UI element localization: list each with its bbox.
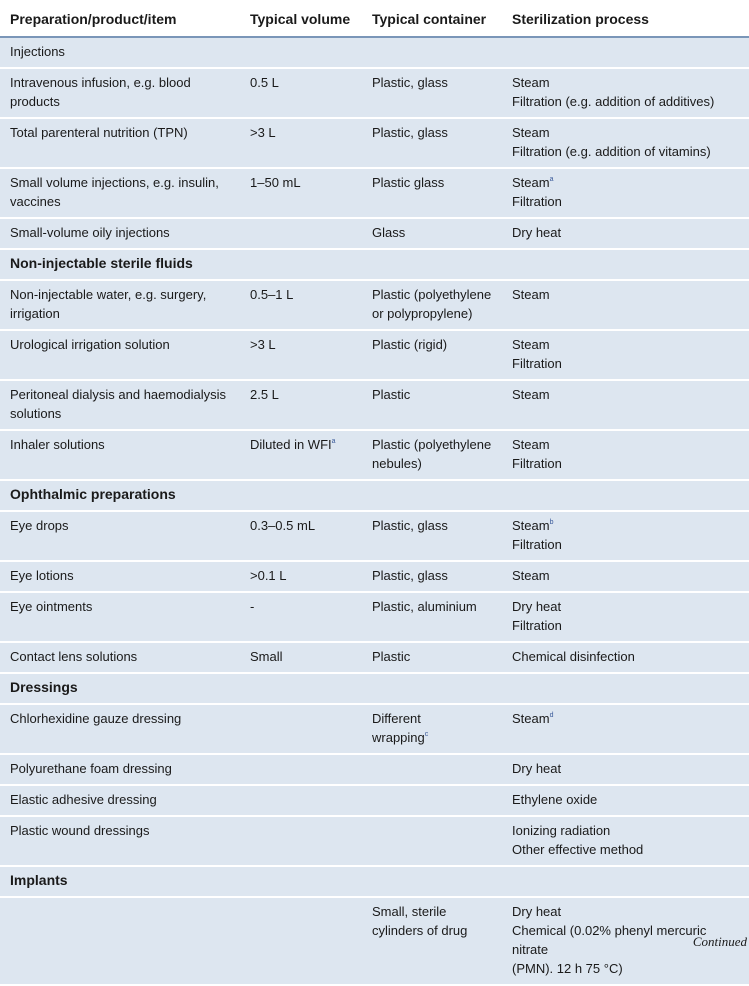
cell-line [372,647,496,666]
cell-text: Polyurethane foam dressing [10,761,172,776]
cell-line [10,404,234,423]
cell-volume [240,754,362,785]
cell-item [0,561,240,592]
cell-line [10,192,234,211]
cell-text: Elastic adhesive dressing [10,792,157,807]
cell-item [0,592,240,642]
cell-line [372,285,496,304]
cell-text: Filtration [512,618,562,633]
cell-line [250,597,356,616]
cell-line [512,790,743,809]
cell-line [10,73,234,92]
cell-item [0,218,240,249]
cell-container [362,785,502,816]
cell-item [0,380,240,430]
cell-line [512,516,743,535]
cell-line [10,647,234,666]
cell-item [0,704,240,754]
footnote-marker: d [549,712,554,719]
cell-container [362,380,502,430]
table-row [0,592,749,642]
cell-line [372,73,496,92]
cell-text: Other effective method [512,842,644,857]
cell-line [372,516,496,535]
cell-process [502,785,749,816]
cell-text: Contact lens solutions [10,649,138,664]
cell-item [0,430,240,480]
cell-line [10,335,234,354]
cell-text: Steam [512,287,550,302]
cell-text: Ionizing radiation [512,823,611,838]
cell-line [372,123,496,142]
header-container: Typical container [362,2,502,37]
cell-container [362,592,502,642]
footnote-marker: a [331,438,336,445]
cell-line [372,223,496,242]
cell-text: Ethylene oxide [512,792,598,807]
cell-volume [240,68,362,118]
table-row [0,118,749,168]
section-row [0,37,749,68]
cell-line [512,597,743,616]
cell-line [372,385,496,404]
table-row [0,430,749,480]
cell-container [362,816,502,866]
cell-line [372,435,496,454]
cell-line [10,821,234,840]
cell-process [502,816,749,866]
cell-process [502,430,749,480]
cell-volume [240,816,362,866]
cell-text: Dry heat [512,599,562,614]
cell-line [372,304,496,323]
table-row [0,330,749,380]
cell-process [502,592,749,642]
cell-line [10,516,234,535]
cell-line [512,959,743,978]
cell-volume [240,561,362,592]
cell-text: Filtration [512,456,562,471]
cell-line [512,840,743,859]
cell-text: Small volume injections, e.g. insulin, [10,175,219,190]
cell-line [512,192,743,211]
cell-text: Filtration [512,537,562,552]
cell-text: Plastic, aluminium [372,599,477,614]
cell-line [512,285,743,304]
cell-volume [240,118,362,168]
cell-text: Plastic [372,387,411,402]
cell-line [10,223,234,242]
cell-process [502,330,749,380]
cell-text: Filtration [512,194,562,209]
cell-volume [240,592,362,642]
cell-line [512,709,743,728]
cell-item [0,330,240,380]
cell-text: Plastic, glass [372,75,448,90]
cell-text: Small, sterile [372,904,447,919]
cell-volume [240,218,362,249]
cell-text: Steam [512,518,550,533]
cell-text: Different [372,711,421,726]
cell-line [10,285,234,304]
cell-container [362,330,502,380]
cell-container [362,280,502,330]
cell-volume [240,280,362,330]
cell-line [372,173,496,192]
cell-line [10,597,234,616]
table-row [0,218,749,249]
section-row [0,673,749,704]
table-row [0,642,749,673]
cell-text: Diluted in WFI [250,437,332,452]
cell-process [502,218,749,249]
cell-line [512,385,743,404]
cell-line [10,173,234,192]
cell-text: Plastic [372,649,411,664]
cell-item [0,118,240,168]
cell-volume [240,642,362,673]
cell-line [512,647,743,666]
cell-line [250,173,356,192]
table-body [0,37,749,985]
cell-text: 0.5 L [250,75,279,90]
cell-process [502,704,749,754]
cell-line [512,435,743,454]
cell-volume [240,511,362,561]
header-process: Sterilization process [502,2,749,37]
cell-line [512,821,743,840]
cell-container [362,704,502,754]
table-row [0,511,749,561]
cell-volume [240,330,362,380]
cell-line [372,597,496,616]
cell-text: Eye ointments [10,599,93,614]
cell-text: Inhaler solutions [10,437,105,452]
cell-container [362,561,502,592]
cell-line [372,454,496,473]
cell-text: Steam [512,387,550,402]
cell-line [512,73,743,92]
cell-text: Eye drops [10,518,69,533]
cell-line [10,385,234,404]
table-row [0,704,749,754]
cell-line [512,223,743,242]
cell-text: >3 L [250,337,276,352]
cell-process [502,68,749,118]
cell-container [362,897,502,985]
cell-text: 0.5–1 L [250,287,294,302]
cell-text: Small-volume oily injections [10,225,170,240]
section-row [0,866,749,897]
cell-line [512,354,743,373]
cell-text: vaccines [10,194,61,209]
cell-line [10,92,234,111]
cell-process [502,511,749,561]
cell-text: Steam [512,337,550,352]
cell-item [0,68,240,118]
cell-line [10,435,234,454]
cell-text: Steam [512,437,550,452]
cell-text: Steam [512,568,550,583]
section-row [0,480,749,511]
cell-item [0,897,240,985]
cell-container [362,754,502,785]
cell-process [502,168,749,218]
cell-text: Filtration (e.g. addition of vitamins) [512,144,711,159]
cell-volume [240,704,362,754]
cell-item [0,642,240,673]
cell-text: Eye lotions [10,568,74,583]
cell-line [512,535,743,554]
cell-volume [240,430,362,480]
cell-text: nebules) [372,456,422,471]
cell-text: Plastic (polyethylene [372,287,492,302]
cell-text: Dry heat [512,904,562,919]
cell-text: Plastic, glass [372,125,448,140]
cell-text: >3 L [250,125,276,140]
section-label: Non-injectable sterile fluids [0,249,749,280]
cell-text: Intravenous infusion, e.g. blood [10,75,191,90]
cell-container [362,168,502,218]
cell-item [0,754,240,785]
cell-line [372,335,496,354]
section-label: Ophthalmic preparations [0,480,749,511]
cell-text: Glass [372,225,406,240]
cell-line [512,902,743,921]
cell-text: (PMN). 12 h 75 °C) [512,961,623,976]
section-label: Dressings [0,673,749,704]
cell-line [250,385,356,404]
table-row [0,380,749,430]
cell-text: Peritoneal dialysis and haemodialysis [10,387,227,402]
cell-line [512,566,743,585]
cell-container [362,118,502,168]
cell-container [362,511,502,561]
cell-line [250,123,356,142]
sterilization-table [0,2,749,986]
cell-volume [240,380,362,430]
cell-text: Filtration (e.g. addition of additives) [512,94,715,109]
cell-line [512,335,743,354]
cell-line [10,304,234,323]
cell-line [512,759,743,778]
cell-line [372,728,496,747]
cell-item [0,816,240,866]
table-row [0,561,749,592]
cell-text: Plastic, glass [372,518,448,533]
cell-text: Plastic, glass [372,568,448,583]
footnote-marker: c [424,731,429,738]
cell-process [502,754,749,785]
cell-text: Filtration [512,356,562,371]
cell-volume [240,785,362,816]
continued-note: Continued [692,934,747,949]
cell-text: Plastic glass [372,175,445,190]
cell-text: Steam [512,75,550,90]
section-label: Implants [0,866,749,897]
cell-line [10,709,234,728]
cell-text: Non-injectable water, e.g. surgery, [10,287,207,302]
cell-line [10,566,234,585]
cell-line [10,123,234,142]
cell-text: Small [250,649,283,664]
cell-text: Urological irrigation solution [10,337,170,352]
cell-line [512,616,743,635]
cell-text: 1–50 mL [250,175,301,190]
cell-line [250,435,356,454]
table-row [0,68,749,118]
cell-line [10,759,234,778]
table-row [0,816,749,866]
cell-line [512,123,743,142]
cell-text: Plastic (rigid) [372,337,448,352]
section-label: Injections [0,37,749,68]
cell-line [512,173,743,192]
cell-item [0,511,240,561]
cell-text: Chemical disinfection [512,649,635,664]
cell-process [502,380,749,430]
cell-process [502,118,749,168]
cell-text: 0.3–0.5 mL [250,518,316,533]
cell-volume [240,168,362,218]
footnote-marker: a [549,176,554,183]
cell-line [372,709,496,728]
cell-line [250,647,356,666]
cell-text: Plastic wound dressings [10,823,150,838]
cell-process [502,280,749,330]
cell-line [250,516,356,535]
header-volume: Typical volume [240,2,362,37]
cell-text: cylinders of drug [372,923,468,938]
cell-text: Chlorhexidine gauze dressing [10,711,182,726]
table-row [0,754,749,785]
header-item: Preparation/product/item [0,2,240,37]
cell-process [502,561,749,592]
section-row [0,249,749,280]
cell-text: Steam [512,711,550,726]
table-row [0,280,749,330]
cell-container [362,430,502,480]
cell-process [502,642,749,673]
cell-line [372,902,496,921]
table-row [0,785,749,816]
cell-item [0,785,240,816]
cell-container [362,68,502,118]
cell-text: Plastic (polyethylene [372,437,492,452]
cell-item [0,280,240,330]
cell-volume [240,897,362,985]
cell-text: or polypropylene) [372,306,473,321]
cell-line [512,92,743,111]
cell-line [250,566,356,585]
cell-text: irrigation [10,306,60,321]
cell-line [512,142,743,161]
cell-line [250,73,356,92]
cell-text: Steam [512,125,550,140]
cell-text: Chemical (0.02% phenyl mercuric nitrate [512,923,707,957]
cell-text: Total parenteral nutrition (TPN) [10,125,188,140]
cell-text: Dry heat [512,225,562,240]
footnote-marker: b [549,519,554,526]
cell-text: Dry heat [512,761,562,776]
header-row [0,2,749,37]
cell-text: Steam [512,175,550,190]
cell-line [250,335,356,354]
cell-text: wrapping [372,730,425,745]
cell-line [512,454,743,473]
cell-line [372,921,496,940]
cell-text: solutions [10,406,62,421]
cell-item [0,168,240,218]
table-row [0,897,749,985]
cell-container [362,218,502,249]
cell-line [10,790,234,809]
cell-container [362,642,502,673]
cell-text: >0.1 L [250,568,287,583]
table-row [0,168,749,218]
cell-line [250,285,356,304]
cell-text: 2.5 L [250,387,279,402]
cell-line [372,566,496,585]
cell-text: - [250,599,255,614]
cell-text: products [10,94,60,109]
